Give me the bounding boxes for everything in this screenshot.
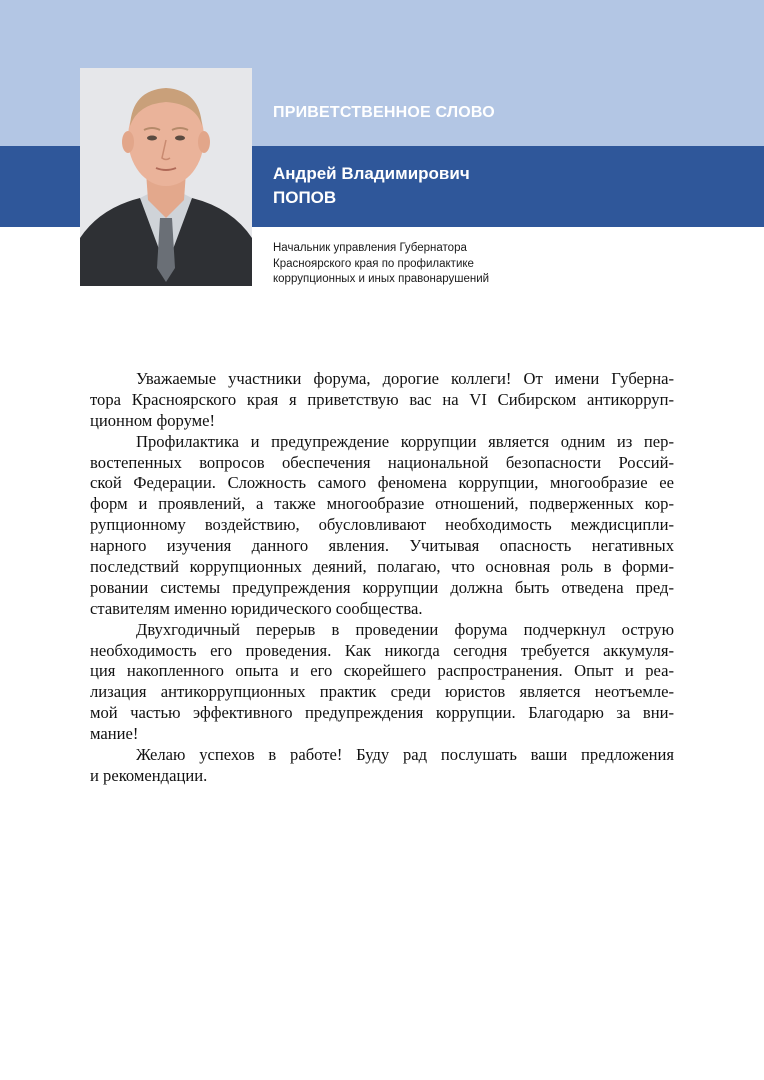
position-line: Начальник управления Губернатора (273, 242, 467, 254)
text-line: последствий коррупционных деяний, полагаю, что основная роль в форми- (90, 557, 674, 577)
text-line: ставителям именно юридического сообщества. (90, 598, 423, 618)
text-line: форм и проявлений, а также многообразие отношений, подверженных кор- (90, 494, 674, 514)
text-line: Желаю успехов в работе! Буду рад послушать ваши предложения (136, 745, 674, 765)
text-line: мой частью эффективного предупреждения коррупции. Благодарю за вни- (90, 703, 674, 723)
text-line: ция накопленного опыта и его скорейшего распространения. Опыт и реа- (90, 661, 674, 681)
text-line: рупционному воздействию, обусловливают необходимость междисципли- (90, 515, 674, 535)
position-line: Красноярского края по профилактике (273, 257, 474, 270)
text-line: и рекомендации. (90, 765, 208, 785)
text-line: мание! (90, 724, 139, 744)
text-line: Профилактика и предупреждение коррупции является одним из пер- (136, 431, 674, 451)
portrait-photo (80, 68, 252, 286)
text-line: Уважаемые участники форума, дорогие коллеги! От имени Губерна- (136, 369, 674, 388)
text-line: тора Красноярского края я приветствую вас на VI Сибирском антикорруп- (90, 389, 674, 409)
person-first-names: Андрей Владимирович (273, 164, 470, 183)
section-title: ПРИВЕТСТВЕННОЕ СЛОВО (273, 104, 495, 121)
greeting-text (90, 369, 674, 787)
person-position (273, 241, 573, 288)
position-line: коррупционных и иных правонарушений (273, 273, 490, 285)
portrait-illustration (80, 68, 252, 286)
text-line: ционном форуме! (90, 410, 216, 430)
text-line: востепенных вопросов обеспечения национальной безопасности Россий- (90, 452, 674, 472)
text-line: ской Федерации. Сложность самого феномена коррупции, многообразие ее (90, 473, 674, 493)
person-last-name: ПОПОВ (273, 188, 337, 207)
text-line: ровании системы предупреждения коррупции должна быть отведена пред- (90, 577, 674, 597)
text-line: нарного изучения данного явления. Учитывая опасность негативных (90, 536, 674, 556)
text-line: необходимость его проведения. Как никогда сегодня требуется аккумуля- (90, 640, 674, 660)
text-line: лизация антикоррупционных практик среди юристов является неотъемле- (90, 682, 674, 702)
text-line: Двухгодичный перерыв в проведении форума подчеркнул острую (136, 619, 674, 639)
